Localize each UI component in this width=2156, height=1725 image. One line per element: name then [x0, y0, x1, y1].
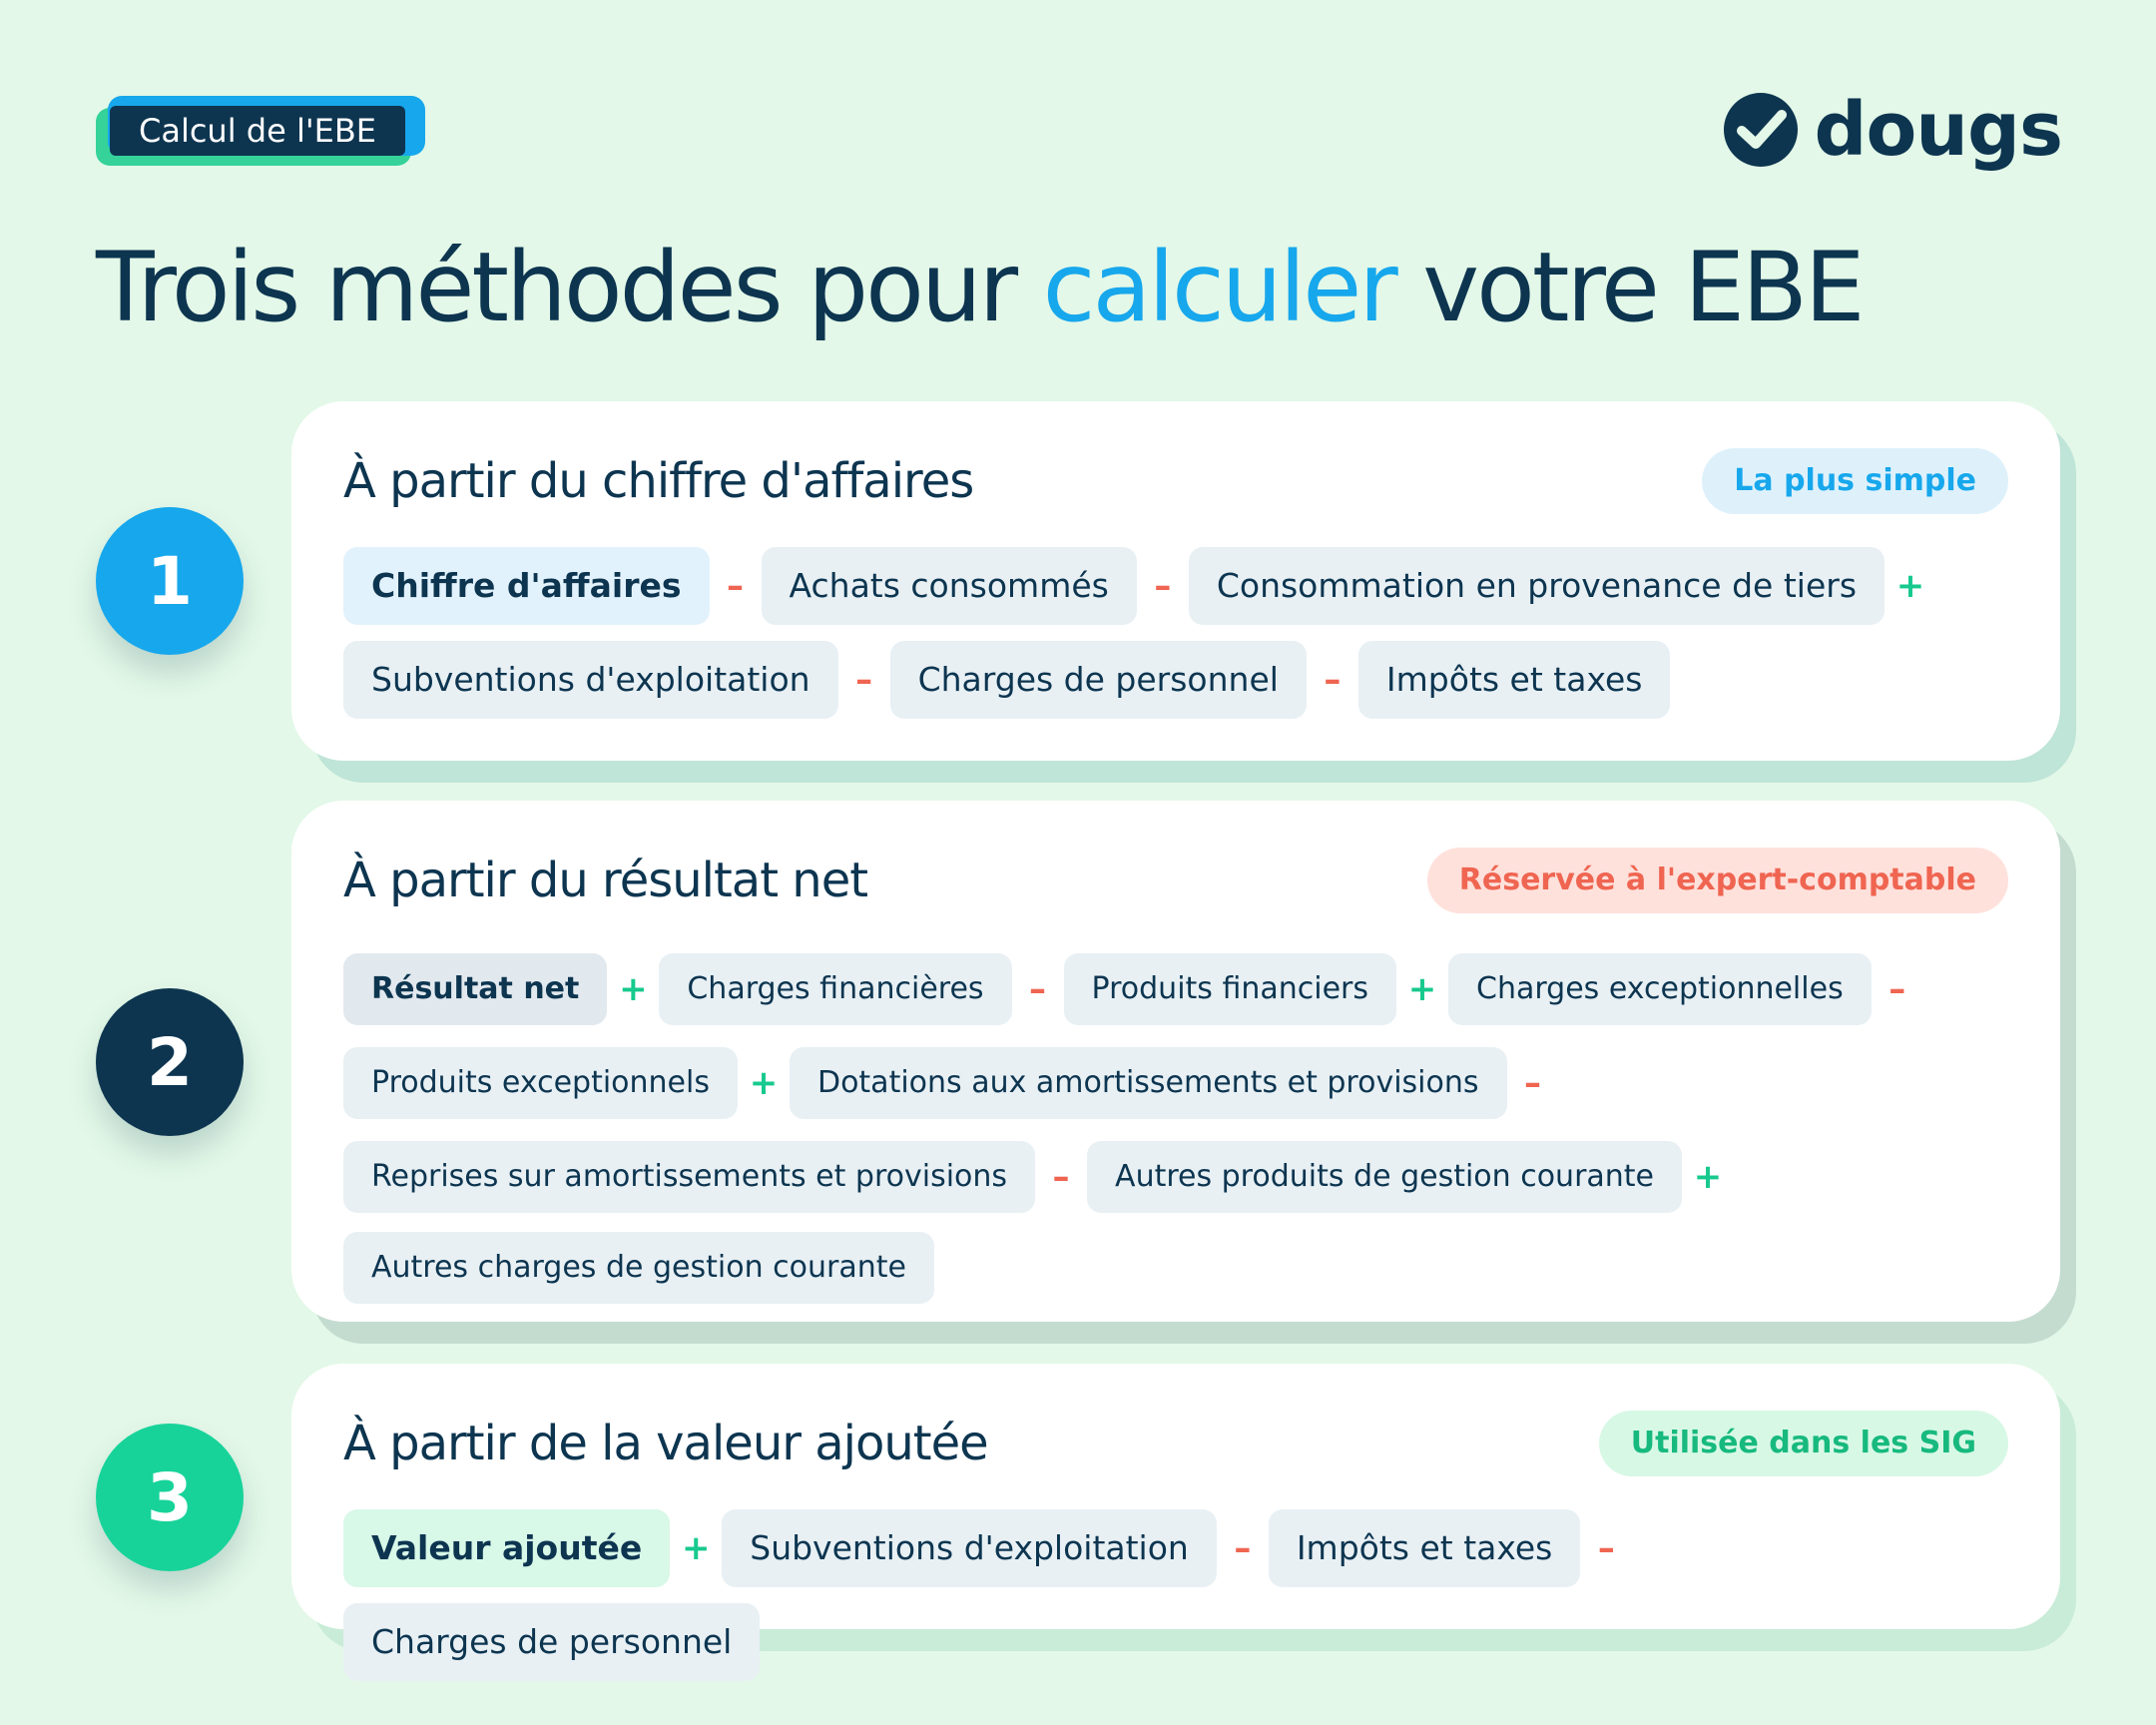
formula-terms [343, 547, 2008, 719]
minus-operator: – [1052, 1157, 1070, 1197]
term-chip: Produits financiers [1064, 953, 1396, 1025]
term-chip: Achats consommés [762, 547, 1137, 625]
term-chip: Dotations aux amortissements et provisions [790, 1047, 1507, 1119]
term-chip: Charges de personnel [890, 641, 1307, 719]
term-chip: Valeur ajoutée [343, 1509, 670, 1587]
term-chip: Consommation en provenance de tiers [1189, 547, 1885, 625]
method-title: À partir du résultat net [343, 853, 868, 908]
term-chip: Impôts et taxes [1358, 641, 1671, 719]
check-circle-icon [1724, 93, 1798, 167]
plus-operator: + [749, 1063, 779, 1103]
plus-operator: + [1895, 566, 1925, 606]
minus-operator: – [1888, 969, 1906, 1009]
minus-operator: – [1029, 969, 1047, 1009]
term-chip: Produits exceptionnels [343, 1047, 738, 1119]
dougs-logo [1724, 87, 2062, 173]
minus-operator: – [727, 566, 745, 606]
minus-operator: – [855, 660, 873, 700]
term-chip: Subventions d'exploitation [722, 1509, 1217, 1587]
term-chip: Chiffre d'affaires [343, 547, 710, 625]
term-chip: Impôts et taxes [1269, 1509, 1581, 1587]
method-title: À partir de la valeur ajoutée [343, 1416, 988, 1471]
term-chip: Charges exceptionnelles [1448, 953, 1872, 1025]
minus-operator: – [1234, 1528, 1252, 1568]
tag-label: Calcul de l'EBE [110, 106, 405, 156]
plus-operator: + [1693, 1157, 1723, 1197]
term-chip: Autres produits de gestion courante [1087, 1141, 1682, 1213]
page-title [96, 228, 1863, 347]
formula-terms [343, 950, 2008, 1304]
method-badge: La plus simple [1702, 448, 2008, 514]
section-tag [96, 96, 425, 170]
minus-operator: – [1154, 566, 1172, 606]
method-card-1 [291, 401, 2060, 761]
method-card-3 [291, 1364, 2060, 1661]
minus-operator: – [1597, 1528, 1615, 1568]
title-part-2: votre EBE [1394, 232, 1863, 343]
plus-operator: + [619, 969, 648, 1009]
term-chip: Reprises sur amortissements et provisions [343, 1141, 1035, 1213]
formula-terms [343, 1509, 2008, 1681]
title-part-1: Trois méthodes pour [96, 232, 1043, 343]
term-chip: Charges financières [659, 953, 1011, 1025]
term-chip: Autres charges de gestion courante [343, 1232, 934, 1304]
plus-operator: + [682, 1528, 711, 1568]
logo-text: dougs [1814, 87, 2062, 173]
minus-operator: – [1324, 660, 1342, 700]
method-number-3: 3 [96, 1424, 244, 1571]
method-card-2 [291, 801, 2060, 1322]
title-highlight: calculer [1042, 232, 1395, 343]
term-chip: Résultat net [343, 953, 607, 1025]
method-badge: Utilisée dans les SIG [1599, 1411, 2008, 1476]
minus-operator: – [1524, 1063, 1542, 1103]
term-chip: Charges de personnel [343, 1603, 760, 1681]
method-title: À partir du chiffre d'affaires [343, 453, 974, 509]
term-chip: Subventions d'exploitation [343, 641, 838, 719]
method-number-2: 2 [96, 988, 244, 1136]
method-badge: Réservée à l'expert-comptable [1427, 848, 2008, 913]
plus-operator: + [1407, 969, 1437, 1009]
method-number-1: 1 [96, 507, 244, 655]
